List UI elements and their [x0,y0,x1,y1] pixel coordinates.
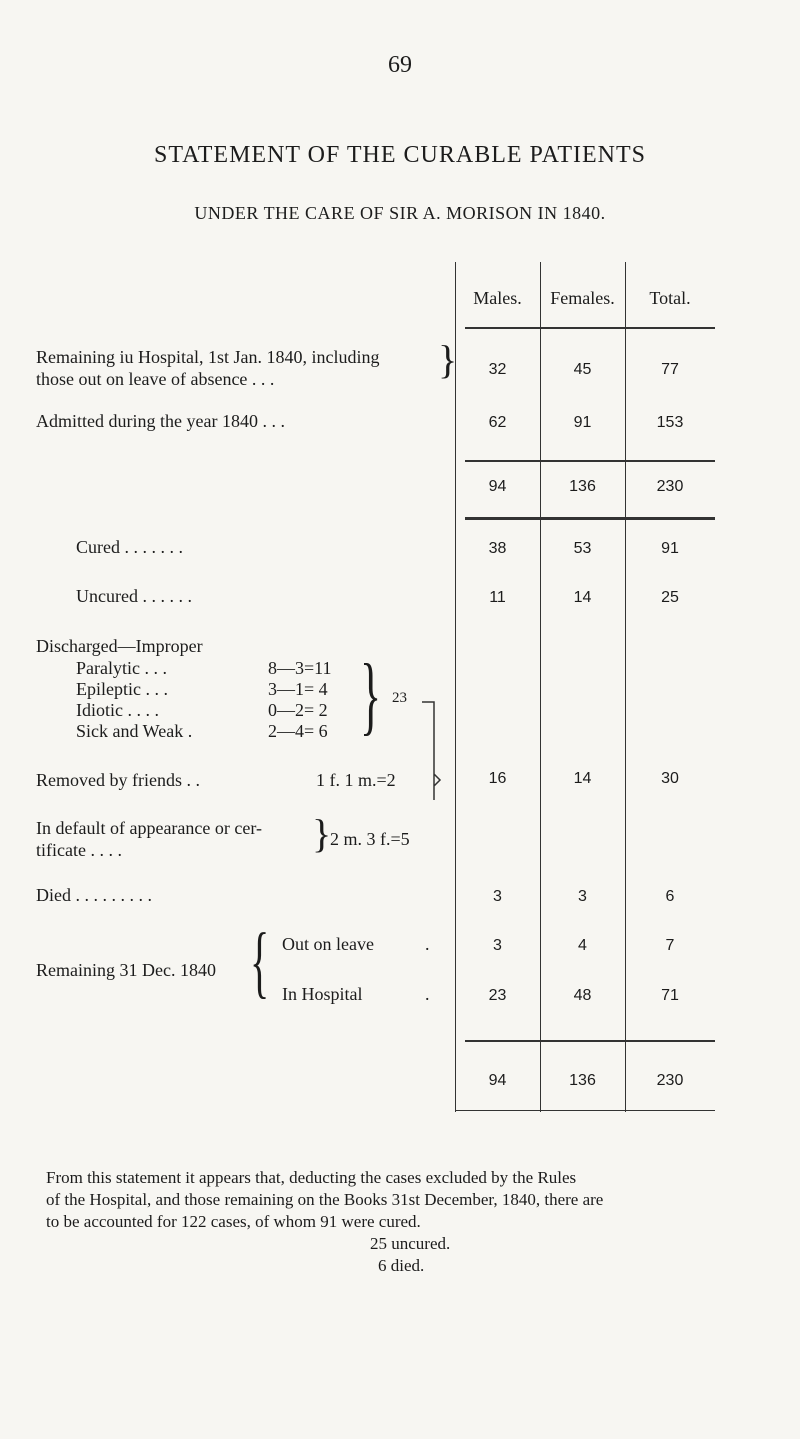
discharged-sick-weak-value: 2—4= 6 [268,721,328,741]
cell-in-females: 48 [573,987,592,1004]
footer-line-4: 25 uncured. [370,1234,451,1253]
cell-cured-males: 38 [488,540,507,557]
brace-icon: } [360,647,382,744]
page-number: 69 [388,52,412,78]
footer-line-3: to be accounted for 122 cases, of whom 91 were cured. [46,1212,421,1231]
row-died-label: Died . . . . . . . . . [36,885,152,905]
row-removed-value: 1 f. 1 m.=2 [316,770,396,790]
column-rule-females-total [625,262,626,1112]
cell-admitted-males: 62 [488,414,507,431]
cell-out-males: 3 [493,937,502,954]
column-rule-males-females [540,262,541,1112]
discharged-heading: Discharged—Improper [36,636,203,656]
cell-in-males: 23 [488,987,507,1004]
cell-final-females: 136 [569,1072,596,1089]
cell-admitted-females: 91 [573,414,592,431]
cell-remaining-start-females: 45 [573,361,592,378]
header-total: Total. [649,288,691,308]
row-in-hospital-label: In Hospital [282,984,363,1004]
dot-leader: . [425,934,430,954]
header-rule [465,327,715,329]
discharged-group-total: 23 [392,690,407,706]
cell-final-total: 230 [656,1072,684,1089]
cell-out-females: 4 [578,937,587,954]
header-females: Females. [550,288,615,308]
row-default-label: In default of appearance or cer- [36,818,262,838]
subtotal-double-rule [465,517,715,520]
page-title: STATEMENT OF THE CURABLE PATIENTS [153,142,646,168]
page-subtitle: UNDER THE CARE OF SIR A. MORISON IN 1840. [194,203,606,223]
row-remaining-start-label: Remaining iu Hospital, 1st Jan. 1840, including [36,347,380,367]
cell-subtotal-females: 136 [569,478,596,495]
footer-line-1: From this statement it appears that, deducting the cases excluded by the Rules [46,1168,577,1187]
row-cured-label: Cured . . . . . . . [76,537,183,557]
brace-icon: } [438,337,458,382]
brace-icon: { [250,918,270,1006]
cell-remaining-start-total: 77 [661,361,679,378]
cell-died-males: 3 [493,888,502,905]
footer-line-2: of the Hospital, and those remaining on the Books 31st December, 1840, there are [46,1190,604,1209]
row-uncured-label: Uncured . . . . . . [76,586,192,606]
final-rule [465,1040,715,1042]
discharged-paralytic-label: Paralytic . . . [76,658,167,678]
cell-cured-females: 53 [573,540,592,557]
row-remaining-start-label-2: those out on leave of absence . . . [36,369,275,389]
row-default-value: 2 m. 3 f.=5 [330,829,410,849]
cell-subtotal-total: 230 [656,478,684,495]
cell-uncured-females: 14 [573,589,592,606]
row-default-label-2: tificate . . . . [36,840,122,860]
cell-removed-total: 30 [661,770,679,787]
footer-line-5: 6 died. [378,1256,425,1275]
cell-uncured-males: 11 [489,589,506,606]
row-removed-label: Removed by friends . . [36,770,200,790]
table-bottom-rule [455,1110,715,1111]
header-males: Males. [473,288,522,308]
brace-icon: } [312,811,332,856]
subtotal-rule [465,460,715,462]
discharged-idiotic-label: Idiotic . . . . [76,700,159,720]
discharged-epileptic-label: Epileptic . . . [76,679,168,699]
cell-died-total: 6 [665,888,675,905]
dot-leader: . [425,984,430,1004]
cell-cured-total: 91 [661,540,679,557]
cell-remaining-start-males: 32 [488,361,507,378]
discharged-paralytic-value: 8—3=11 [268,658,332,678]
discharged-epileptic-value: 3—1= 4 [268,679,328,699]
cell-out-total: 7 [665,937,675,954]
cell-subtotal-males: 94 [488,478,507,495]
discharged-sick-weak-label: Sick and Weak . [76,721,193,741]
cell-died-females: 3 [578,888,587,905]
row-remaining-end-label: Remaining 31 Dec. 1840 [36,960,216,980]
cell-admitted-total: 153 [656,414,684,431]
cell-uncured-total: 25 [661,589,679,606]
row-admitted-label: Admitted during the year 1840 . . . [36,411,285,431]
cell-removed-females: 14 [573,770,592,787]
row-out-on-leave-label: Out on leave [282,934,374,954]
cell-in-total: 71 [661,987,679,1004]
cell-final-males: 94 [488,1072,507,1089]
cell-removed-males: 16 [488,770,507,787]
column-rule-left [455,262,456,1112]
group-bracket [420,700,450,820]
discharged-idiotic-value: 0—2= 2 [268,700,328,720]
